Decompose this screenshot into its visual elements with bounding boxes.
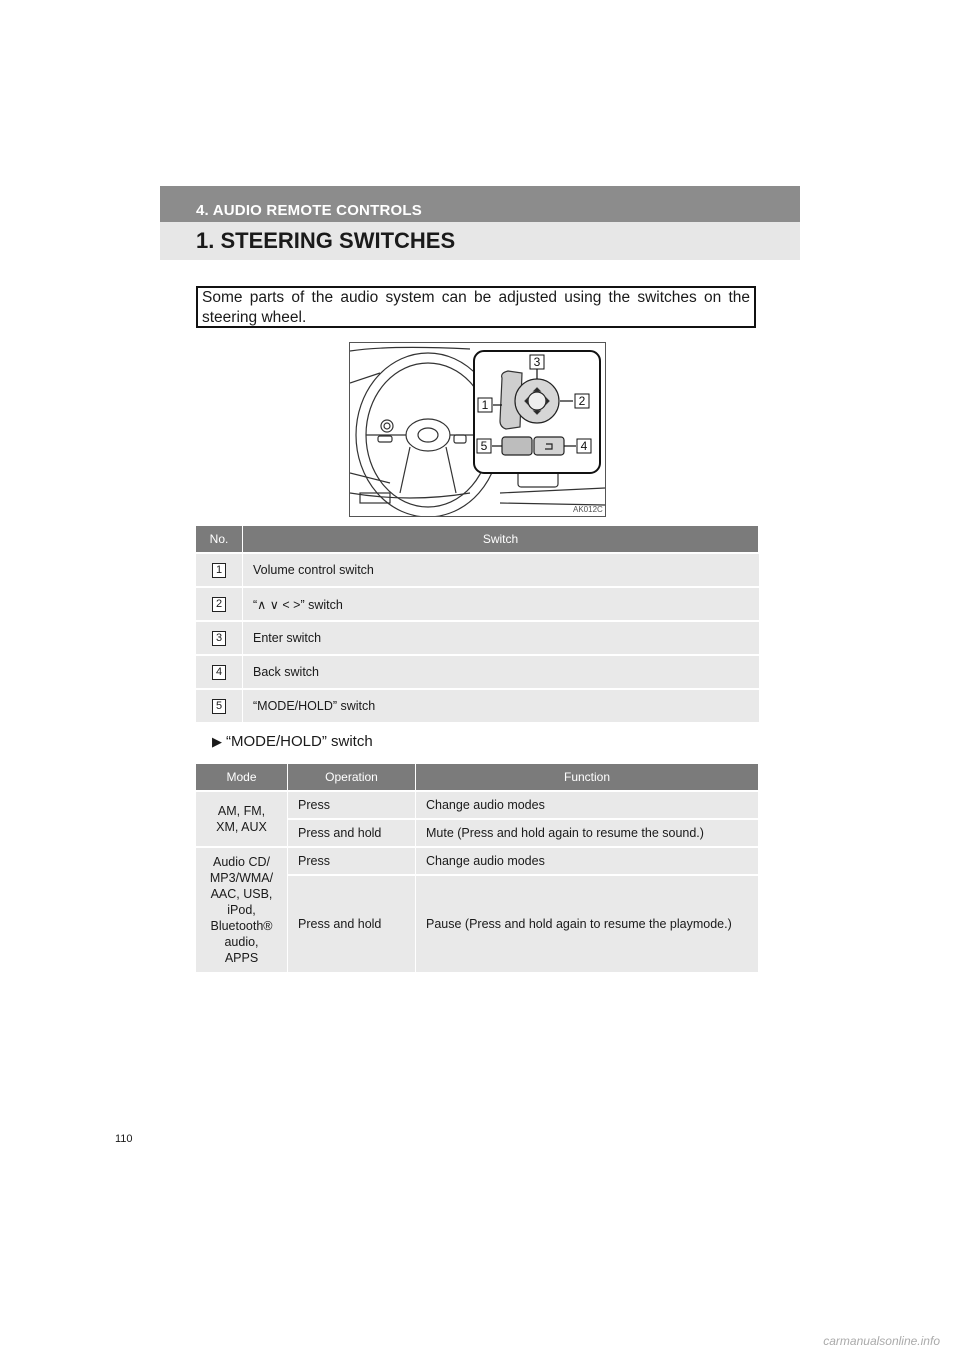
mode-table [196,764,759,972]
table-row [196,621,759,655]
page-title: 1. STEERING SWITCHES [196,228,456,253]
operation-cell: Press [288,791,416,819]
column-header-switch: Switch [243,526,759,553]
column-header-mode: Mode [196,764,288,791]
section-header [160,186,800,222]
table-header-row [196,764,759,791]
table-row [196,655,759,689]
switch-label: Back switch [243,655,759,689]
steering-wheel-illustration [350,343,606,517]
mode-cell: Audio CD/ MP3/WMA/ AAC, USB, iPod, Bluetooth® audio, APPS [196,847,288,972]
operation-cell: Press and hold [288,875,416,972]
callout-5: 5 [480,439,488,453]
subheading-text: “MODE/HOLD” switch [226,733,373,750]
row-number: 5 [212,699,226,714]
column-header-no: No. [196,526,243,553]
switch-label: “∧ ∨ < >” switch [243,587,759,621]
row-number: 1 [212,563,226,578]
watermark: carmanualsonline.info [823,1334,940,1348]
table-row [196,587,759,621]
mode-hold-subheading [212,733,373,750]
function-cell: Mute (Press and hold again to resume the sound.) [416,819,759,847]
switch-label: Enter switch [243,621,759,655]
intro-text: Some parts of the audio system can be adjusted using the switches on the steering wheel. [202,289,750,326]
page-number: 110 [115,1133,133,1145]
function-cell: Pause (Press and hold again to resume the playmode.) [416,875,759,972]
column-header-function: Function [416,764,759,791]
operation-cell: Press [288,847,416,875]
operation-cell: Press and hold [288,819,416,847]
switch-label: Volume control switch [243,553,759,587]
callout-3: 3 [533,355,541,369]
table-row [196,553,759,587]
table-row [196,847,759,875]
callout-2: 2 [578,394,586,408]
function-cell: Change audio modes [416,847,759,875]
table-row [196,689,759,722]
row-number: 3 [212,631,226,646]
table-header-row [196,526,759,553]
switch-label: “MODE/HOLD” switch [243,689,759,722]
switch-table [196,526,759,722]
triangle-bullet-icon: ▶ [212,734,222,749]
callout-1: 1 [481,398,489,412]
mode-cell: AM, FM, XM, AUX [196,791,288,847]
column-header-operation: Operation [288,764,416,791]
table-row [196,791,759,819]
section-title: 4. AUDIO REMOTE CONTROLS [196,202,422,219]
page-title-bar [160,222,800,260]
callout-4: 4 [580,439,588,453]
intro-box [196,286,756,328]
row-number: 4 [212,665,226,680]
row-number: 2 [212,597,226,612]
diagram-code: AK012C [573,505,603,514]
function-cell: Change audio modes [416,791,759,819]
steering-wheel-diagram [349,342,606,517]
